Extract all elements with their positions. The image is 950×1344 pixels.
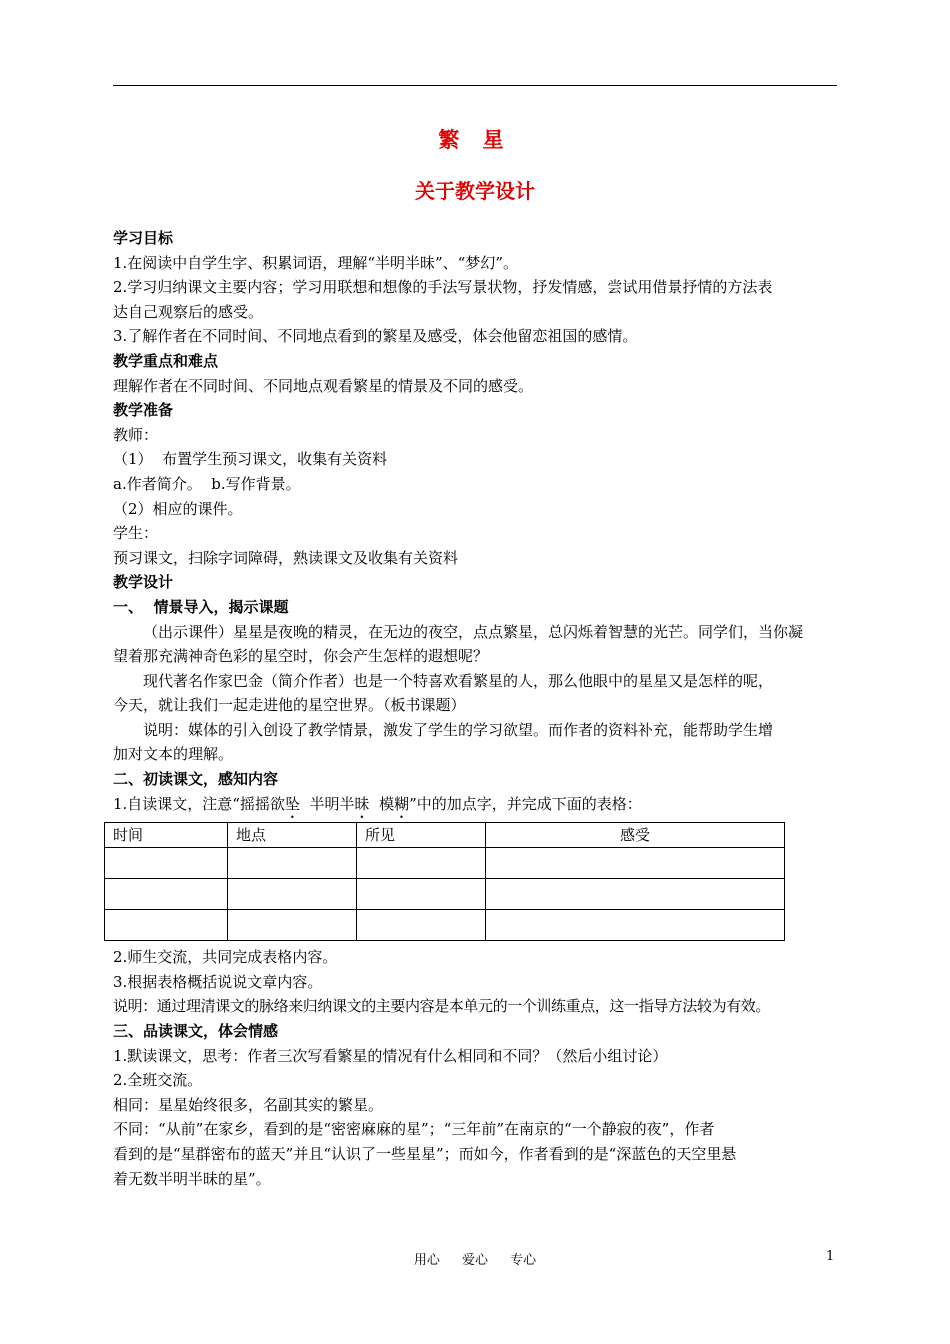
item-text: 半明半 <box>300 794 355 813</box>
table-row <box>105 910 785 941</box>
table-cell <box>357 848 486 879</box>
footer-motto: 用心 爱心 专心 <box>413 1253 537 1268</box>
table-cell <box>486 848 785 879</box>
key-points-heading: 教学重点和难点 <box>113 351 219 370</box>
section-3-same: 相同：星星始终很多，名副其实的繁星。 <box>113 1095 384 1114</box>
section-1-paragraph: （出示课件）星星是夜晚的精灵，在无边的夜空，点点繁星，总闪烁着智慧的光芒。同学们，当你凝 <box>143 622 804 641</box>
table-header-cell: 感受 <box>486 822 785 848</box>
section-2-item-2: 2.师生交流，共同完成表格内容。 <box>113 948 338 967</box>
document-title: 繁 星 <box>438 127 512 152</box>
section-3-different-continuation: 着无数半明半昧的星”。 <box>113 1169 271 1188</box>
section-2-heading: 二、初读课文，感知内容 <box>113 770 279 789</box>
key-points-text: 理解作者在不同时间、不同地点观看繁星的情景及不同的感受。 <box>113 376 534 395</box>
goal-item-continuation: 达自己观察后的感受。 <box>113 302 264 321</box>
dotted-character: 坠 <box>284 794 300 813</box>
page-number: 1 <box>826 1249 835 1264</box>
student-label: 学生： <box>113 524 159 543</box>
table-cell <box>228 848 357 879</box>
section-3-different: 不同：“从前”在家乡，看到的是“密密麻麻的星”；“三年前”在南京的“一个静寂的夜”，作者 <box>113 1120 715 1139</box>
student-text: 预习课文，扫除字词障碍，熟读课文及收集有关资料 <box>113 548 459 567</box>
table-cell <box>105 848 228 879</box>
document-subtitle: 关于教学设计 <box>415 179 535 203</box>
section-1-paragraph-continuation: 望着那充满神奇色彩的星空时，你会产生怎样的遐想呢？ <box>113 647 489 666</box>
section-2-item-3: 3.根据表格概括说说文章内容。 <box>113 972 323 991</box>
teacher-label: 教师： <box>113 425 159 444</box>
section-1-note: 说明：媒体的引入创设了教学情景，激发了学生的学习欲望。而作者的资料补充，能帮助学生增 <box>143 720 774 739</box>
table-cell <box>486 910 785 941</box>
table-row <box>105 848 785 879</box>
table-cell <box>357 910 486 941</box>
dotted-character: 昧 <box>354 794 370 813</box>
table-header-cell: 所见 <box>357 822 486 848</box>
goal-item: 3.了解作者在不同时间、不同地点看到的繁星及感受，体会他留恋祖国的感情。 <box>113 327 638 346</box>
section-3-heading: 三、品读课文，体会情感 <box>113 1022 279 1041</box>
table-cell <box>228 879 357 910</box>
table-cell <box>105 879 228 910</box>
section-3-item-1: 1.默读课文，思考：作者三次写看繁星的情况有什么相同和不同？（然后小组讨论） <box>113 1046 668 1065</box>
item-text: ”中的加点字，并完成下面的表格： <box>409 794 642 813</box>
goal-item: 2.学习归纳课文主要内容；学习用联想和想像的手法写景状物，抒发情感，尝试用借景抒情的方法表 <box>113 278 773 297</box>
document-body <box>113 226 843 1191</box>
goal-item: 1.在阅读中自学生字、积累词语，理解“半明半昧”、“梦幻”。 <box>113 253 518 272</box>
table-header-cell: 时间 <box>105 822 228 848</box>
table-cell <box>228 910 357 941</box>
table-row <box>105 879 785 910</box>
reading-table <box>104 822 785 942</box>
item-text: 1.自读课文，注意“摇摇欲 <box>113 794 285 813</box>
prep-item: （2）相应的课件。 <box>113 499 243 518</box>
section-2-note: 说明：通过理清课文的脉络来归纳课文的主要内容是本单元的一个训练重点，这一指导方法较为有效。 <box>113 997 771 1016</box>
section-1-paragraph-continuation: 今天，就让我们一起走进他的星空世界。（板书课题） <box>113 696 466 715</box>
header-rule <box>113 85 837 86</box>
dotted-character: 糊 <box>394 794 410 813</box>
table-cell <box>486 879 785 910</box>
table-cell <box>105 910 228 941</box>
prep-subitems: a.作者简介。 b.写作背景。 <box>113 474 301 493</box>
section-1-note-continuation: 加对文本的理解。 <box>113 745 234 764</box>
section-1-heading: 一、 情景导入，揭示课题 <box>113 597 289 616</box>
table-cell <box>357 879 486 910</box>
design-heading: 教学设计 <box>113 573 174 592</box>
section-1-paragraph: 现代著名作家巴金（简介作者）也是一个特喜欢看繁星的人，那么他眼中的星星又是怎样的呢， <box>143 671 774 690</box>
prep-item: （1） 布置学生预习课文，收集有关资料 <box>113 450 388 469</box>
section-3-different-continuation: 看到的是“星群密布的蓝天”并且“认识了一些星星”；而如今，作者看到的是“深蓝色的天空里悬 <box>113 1145 737 1163</box>
table-header-cell: 地点 <box>228 822 357 848</box>
section-3-item-2: 2.全班交流。 <box>113 1071 203 1090</box>
section-2-item-1 <box>113 792 843 822</box>
preparation-heading: 教学准备 <box>113 401 174 420</box>
goals-heading: 学习目标 <box>113 229 174 247</box>
table-header-row <box>105 822 785 848</box>
item-text: 模 <box>369 794 395 813</box>
